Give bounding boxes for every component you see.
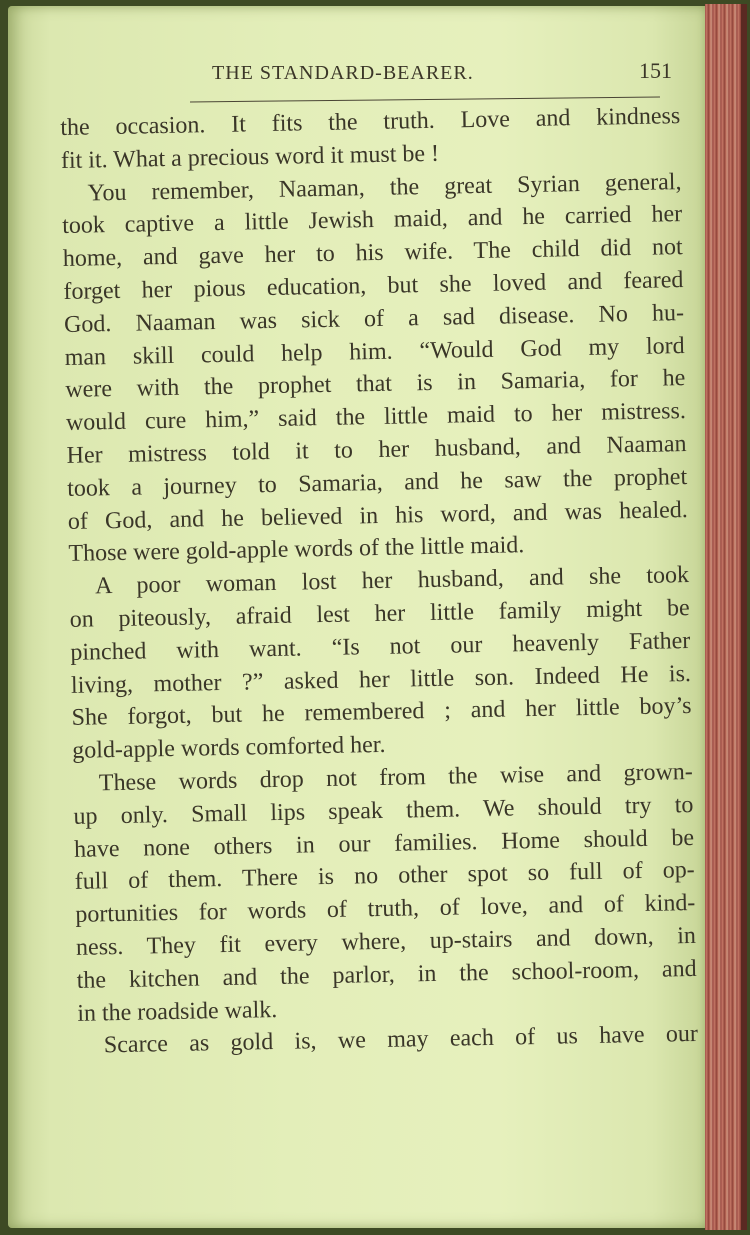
page-number: 151 — [639, 58, 672, 83]
running-head: THE STANDARD-BEARER. — [212, 62, 474, 84]
text-line: in the roadside walk. — [77, 996, 278, 1027]
text-line: portunities for words of truth, of love, and of kind- — [75, 890, 696, 928]
text-line: man skill could help him. “Would God my lord — [64, 332, 685, 371]
text-line: took a journey to Samaria, and he saw the prophet — [66, 463, 688, 502]
text-line: Scarce as gold is, we may each of us have our — [103, 1021, 699, 1059]
page-header — [212, 58, 672, 98]
text-line: She forgot, but he remembered ; and her little boy’s — [71, 693, 692, 732]
text-line: of God, and he believed in his word, and was healed. — [67, 496, 688, 535]
text-line: full of them. There is no other spot so full of op- — [74, 857, 695, 896]
text-line: up only. Small lips speak them. We should try to — [73, 791, 694, 830]
text-line: Those were gold-apple words of the little maid. — [68, 532, 525, 568]
text-line: You remember, Naaman, the great Syrian general, — [87, 168, 682, 207]
text-line: the occasion. It fits the truth. Love and kindness — [60, 103, 681, 141]
body-text — [60, 100, 698, 1063]
page-edges — [705, 4, 747, 1230]
text-line: on piteously, afraid lest her little family might be — [69, 594, 690, 633]
text-line: A poor woman lost her husband, and she took — [94, 562, 690, 600]
text-line: These words drop not from the wise and grown- — [98, 758, 694, 797]
text-line: gold-apple words comforted her. — [72, 732, 386, 765]
text-line: Her mistress told it to her husband, and Naaman — [66, 431, 687, 469]
text-line: have none others in our families. Home should be — [73, 824, 695, 863]
text-line: home, and gave her to his wife. The child did not — [62, 234, 683, 273]
text-line: took captive a little Jewish maid, and he carried her — [61, 201, 683, 240]
text-line: the kitchen and the parlor, in the school-room, and — [76, 955, 697, 994]
text-line: ness. They fit every where, up-stairs and down, in — [75, 922, 697, 961]
text-line: pinched with want. “Is not our heavenly Father — [70, 627, 691, 666]
text-line: were with the prophet that is in Samaria, for he — [65, 365, 686, 404]
text-line: living, mother ?” asked her little son. Indeed He is. — [70, 660, 692, 699]
text-line: forget her pious education, but she loved and feared — [63, 267, 684, 305]
text-line: would cure him,” said the little maid to her mistress. — [65, 398, 687, 437]
text-line: God. Naaman was sick of a sad disease. No hu- — [63, 299, 685, 338]
text-line: fit it. What a precious word it must be ! — [60, 140, 440, 174]
